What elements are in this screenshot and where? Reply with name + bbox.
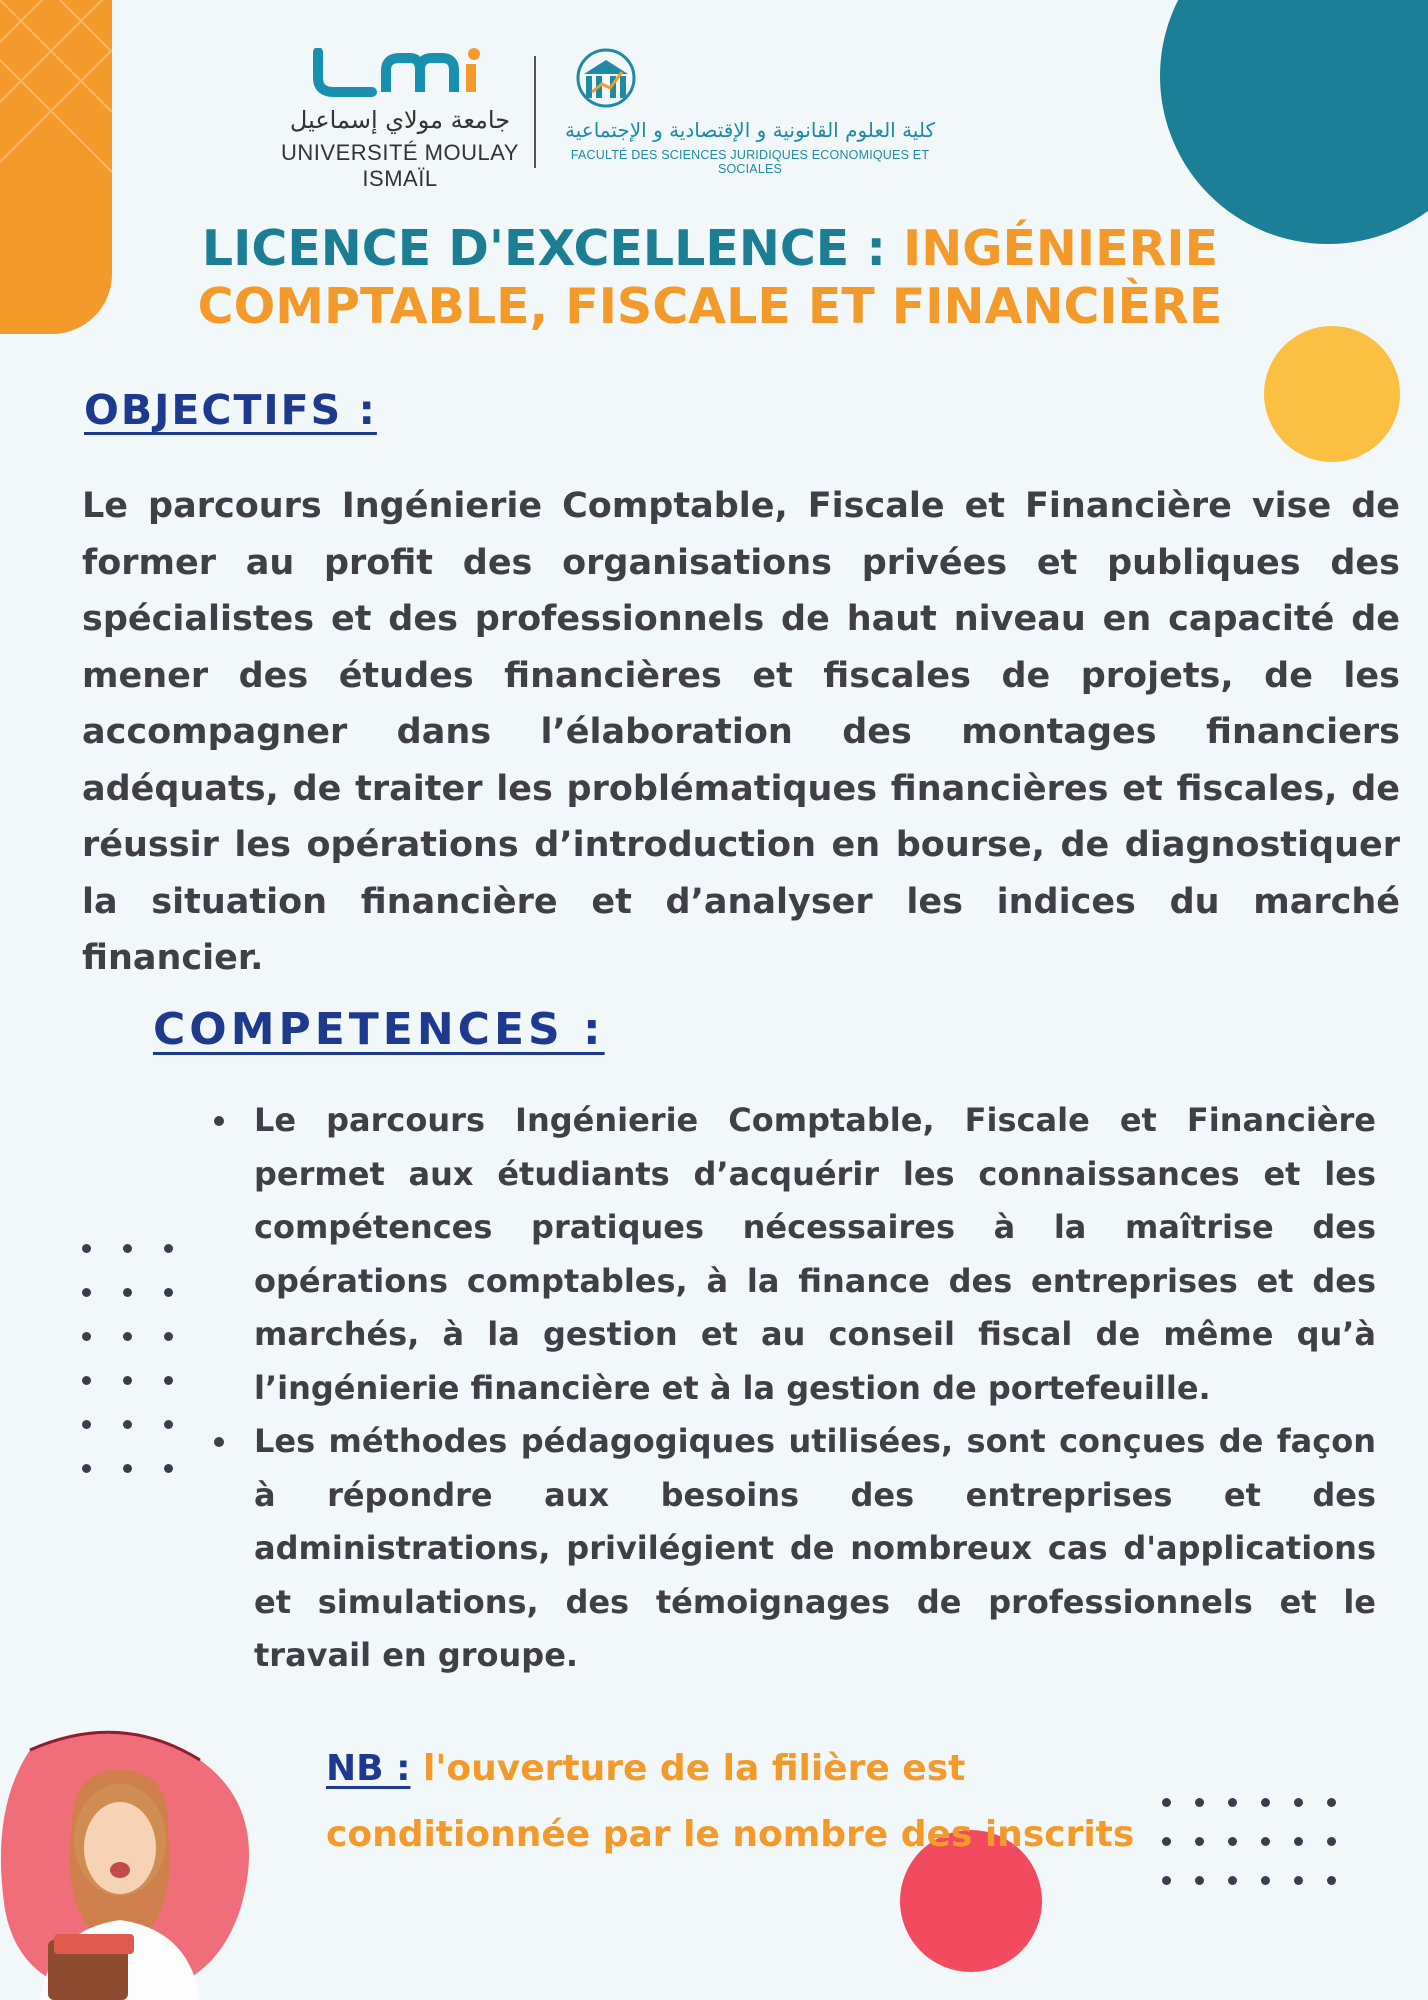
umi-logo-mark (312, 48, 492, 98)
teal-circle-decoration (1160, 0, 1428, 244)
dot-pattern-left (82, 1244, 173, 1473)
title-prefix: LICENCE D'EXCELLENCE : (201, 220, 903, 277)
umi-latin-name: UNIVERSITÉ MOULAY ISMAÏL (281, 140, 519, 191)
objectifs-paragraph: Le parcours Ingénierie Comptable, Fiscale et Financière vise de former au profit des organisations privées et publiques des spécialistes et des professionnels de haut niveau en capacité de mener des études financières et fiscales de projets, de les accompagner dans l’élaboration des montages financiers adéquats, de traiter les problématiques financières et fiscales, de réussir les opérations d’introduction en bourse, de diagnostiquer la situation financière et d’analyser les indices du marché financier. (82, 486, 1400, 978)
note-label: NB : (326, 1748, 411, 1789)
page-title (180, 220, 1240, 336)
competence-text: Le parcours Ingénierie Comptable, Fiscale et Financière permet aux étudiants d’acquérir les connaissances et les compétences pratiques nécessaires à la maîtrise des opérations comptables, à la finance des entreprises et des marchés, à la gestion et au conseil fiscal de même qu’à l’ingénierie financière et à la gestion de portefeuille. (254, 1101, 1376, 1407)
list-item (200, 1415, 1376, 1683)
faculty-logo (560, 48, 960, 178)
bullet-icon (214, 1437, 224, 1447)
list-item (200, 1094, 1376, 1415)
faculty-arabic-name: كلية العلوم القانونية و الإقتصادية و الإجتماعية (565, 118, 935, 142)
yellow-circle-decoration (1264, 326, 1400, 462)
student-photo (0, 1720, 260, 2000)
competence-text: Les méthodes pédagogiques utilisées, sont conçues de façon à répondre aux besoins des entreprises et des administrations, privilégient de nombreux cas d'applications et simulations, des témoignages de professionnels et le travail en groupe. (254, 1422, 1376, 1674)
bullet-icon (214, 1116, 224, 1126)
logo-divider (534, 56, 536, 168)
note-block (326, 1736, 1226, 1868)
competences-list (200, 1094, 1376, 1683)
faculty-latin-name: FACULTÉ DES SCIENCES JURIDIQUES ECONOMIQUES ET SOCIALES (570, 148, 930, 176)
title-program: INGÉNIERIE COMPTABLE, FISCALE ET FINANCIÈRE (197, 220, 1223, 335)
objectifs-heading: OBJECTIFS : (84, 386, 377, 434)
note-text: l'ouverture de la filière est conditionnée par le nombre des inscrits (326, 1748, 1135, 1855)
orange-corner-shape (0, 0, 112, 334)
umi-arabic-name: جامعة مولاي إسماعيل (289, 106, 511, 134)
umi-logo (280, 48, 540, 191)
faculty-building-icon (566, 48, 646, 110)
competences-heading: COMPETENCES : (153, 1004, 605, 1055)
